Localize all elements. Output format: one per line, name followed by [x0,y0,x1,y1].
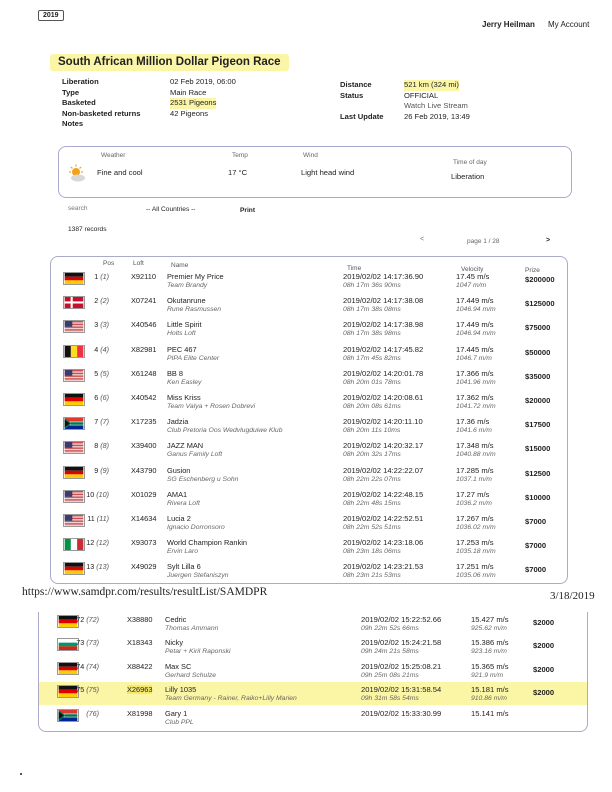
prize: $2000 [533,664,555,674]
position [79,466,109,475]
info-key: Notes [62,119,84,128]
prize: $15000 [525,444,551,454]
team-name: Gerhard Schulze [165,671,217,679]
info-value: 02 Feb 2019, 06:00 [170,77,236,86]
info-value: OFFICIAL [404,90,439,100]
weather-label: Weather [101,152,126,159]
velocity: 17.445 m/s [456,344,494,354]
position [69,685,99,694]
header-pos: Pos [103,260,115,267]
team-name: Juergen Stefaniszyn [167,572,229,580]
team-name: SG Eschenberg u Sohn [167,475,239,483]
velocity: 15.427 m/s [471,615,509,624]
position-number: 13 [86,562,95,572]
loft-id: X40542 [131,393,157,402]
velocity-mpm: 1035.18 m/m [456,548,496,556]
table-row[interactable] [51,559,567,582]
loft-id: X93073 [131,538,157,548]
position-club: (3) [100,320,109,330]
table-row[interactable] [51,487,567,510]
loft-id: X39400 [131,441,157,451]
position-club: (7) [100,417,109,427]
pigeon-name[interactable]: BB 8 [167,368,184,378]
pigeon-name[interactable]: AMA1 [167,489,188,499]
position [79,490,109,499]
info-key: Non-basketed returns [62,108,141,118]
info-row [62,119,302,130]
velocity: 17.348 m/s [456,441,494,451]
user-name[interactable]: Jerry Heilman [482,20,535,29]
pigeon-name[interactable]: Jadzia [167,417,189,427]
arrival-time: 2019/02/02 15:33:30.99 [361,708,442,718]
header-time: Time [347,265,362,272]
velocity-mpm: 1036.2 m/m [456,499,492,507]
table-row[interactable] [51,342,567,365]
scan-speck [20,773,22,775]
arrival-time: 2019/02/02 15:24:21.58 [361,638,442,648]
arrival-time: 2019/02/02 15:22:52.66 [361,615,442,624]
table-row[interactable] [39,682,587,705]
flight-duration: 08h 22m 52s 51ms [343,524,401,531]
position-club: (8) [100,441,109,451]
position-club: (12) [96,538,109,548]
team-name: Holts Loft [167,330,196,338]
pigeon-name[interactable]: Little Spirit [167,320,202,330]
position-number: 74 [76,661,85,671]
arrival-time: 2019/02/02 14:20:08.61 [343,393,424,402]
position-club: (6) [100,393,109,402]
position-club: (11) [96,514,109,523]
loft-id: X49029 [131,562,157,572]
loft-id: X26963 [127,685,153,695]
position-club: (1) [100,272,109,281]
prize: $20000 [525,396,551,405]
race-title: South African Million Dollar Pigeon Race [50,54,289,71]
position-number: 5 [94,368,99,378]
team-name: Team Germany - Rainer, Raiko+Lilly Marien [165,695,297,703]
velocity: 17.45 m/s [456,272,490,281]
info-value: 26 Feb 2019, 13:49 [404,111,470,121]
position-club: (72) [86,615,99,624]
velocity-mpm: 1041.72 m/m [456,403,496,410]
prize: $2000 [533,641,555,651]
position-number: 75 [76,685,85,695]
pigeon-name[interactable]: JAZZ MAN [167,441,204,451]
results-table [50,256,568,584]
prize: $2000 [533,618,555,627]
loft-id: X43790 [131,465,157,475]
team-name: Ervin Laro [167,548,198,556]
pigeon-name[interactable]: Nicky [165,638,184,648]
info-row [62,77,302,88]
position-number: 12 [86,538,95,548]
table-row[interactable] [51,269,567,292]
position-club: (74) [86,661,99,671]
velocity: 17.251 m/s [456,562,494,572]
weather-value: Fine and cool [97,168,143,177]
info-key: Last Update [340,111,384,121]
position-club: (13) [96,562,109,572]
info-row [340,101,580,112]
position [79,393,109,402]
position-club: (4) [100,344,109,354]
flight-duration: 09h 24m 21s 58ms [361,648,419,656]
header-loft: Loft [133,260,144,267]
flight-duration: 08h 17m 36s 90ms [343,282,401,289]
position-club: (2) [100,296,109,306]
position [69,615,99,624]
wind-label: Wind [303,152,318,159]
arrival-time: 2019/02/02 15:25:08.21 [361,661,442,671]
flight-duration: 08h 20m 32s 17ms [343,451,401,459]
pigeon-name[interactable]: Lilly 1035 [165,685,197,695]
loft-id: X14634 [131,514,157,523]
arrival-time: 2019/02/02 14:20:01.78 [343,368,424,378]
velocity: 15.365 m/s [471,661,509,671]
header-prize: Prize [525,267,540,274]
velocity: 17.36 m/s [456,417,490,427]
team-name: Team Valya + Rosen Dobrevi [167,403,256,410]
velocity: 15.181 m/s [471,685,509,695]
print-button[interactable]: Print [240,207,256,214]
team-name: Club PPL [165,718,194,726]
pigeon-name[interactable]: Premier My Price [167,272,224,281]
position-number: 9 [94,465,99,475]
flight-duration: 08h 17m 38s 98ms [343,330,401,338]
pigeon-name[interactable]: PEC 467 [167,344,197,354]
velocity-mpm: 923.16 m/m [471,648,507,656]
team-name: Ignacio Dorronsoro [167,524,225,531]
arrival-time: 2019/02/02 14:17:38.98 [343,320,424,330]
pigeon-name[interactable]: Sylt Lilla 6 [167,562,201,572]
table-row[interactable] [51,414,567,437]
table-row[interactable] [51,317,567,340]
prize: $50000 [525,347,551,357]
info-row [340,112,580,123]
info-row [62,88,302,99]
loft-id: X18343 [127,638,153,648]
next-page-button[interactable]: > [546,237,551,244]
team-name: Petar + Kiril Raponski [165,648,231,656]
flight-duration: 08h 20m 01s 78ms [343,378,401,386]
velocity-mpm: 925.62 m/m [471,625,507,632]
header-velocity: Velocity [461,266,484,273]
velocity: 17.285 m/s [456,465,494,475]
pigeon-name[interactable]: World Champion Rankin [167,538,247,548]
position-club: (76) [86,708,99,718]
country-select[interactable]: -- All Countries -- [146,206,196,213]
position [79,320,109,329]
loft-id: X81998 [127,708,153,718]
sun-cloud-icon [66,163,88,185]
position [69,638,99,647]
table-row[interactable] [51,535,567,558]
position [79,562,109,571]
velocity-mpm: 921.9 m/m [471,671,504,679]
temp-value: 17 °C [228,168,248,177]
loft-id: X92110 [131,272,156,281]
info-row [340,91,580,102]
position [79,538,109,547]
wind-value: Light head wind [301,168,355,177]
prize: $7000 [525,517,547,526]
flight-duration: 08h 22m 22s 07ms [343,475,401,483]
team-name: Rune Rasmussen [167,306,222,314]
team-name: Ganus Family Loft [167,451,223,459]
flight-duration: 08h 23m 18s 06ms [343,548,401,556]
velocity: 15.386 m/s [471,638,509,648]
page-indicator: page 1 / 28 [467,238,500,245]
prize: $7000 [525,565,547,575]
info-key: Basketed [62,98,96,107]
loft-id: X17235 [131,417,157,427]
velocity-mpm: 1046.94 m/m [456,306,496,314]
info-row [340,80,580,91]
table-row[interactable] [39,659,587,682]
info-value: 42 Pigeons [170,108,208,118]
pigeon-name[interactable]: Cedric [165,615,187,624]
velocity: 17.27 m/s [456,489,490,499]
flight-duration: 08h 17m 38s 08ms [343,306,401,314]
velocity-mpm: 1041.6 m/m [456,427,492,435]
loft-id: X82981 [131,344,157,354]
prize: $12500 [525,468,551,478]
arrival-time: 2019/02/02 14:20:32.17 [343,441,424,451]
info-row [62,98,302,109]
pigeon-name[interactable]: Max SC [165,661,192,671]
year-badge[interactable]: 2019 [38,10,64,21]
table-row[interactable] [39,612,587,635]
loft-id: X61248 [131,368,157,378]
position [79,345,109,354]
position-number: 8 [94,441,99,451]
position-number: 3 [94,320,99,330]
flight-duration: 08h 22m 48s 15ms [343,499,401,507]
temp-label: Temp [232,152,248,159]
velocity-mpm: 910.86 m/m [471,695,507,703]
prev-page-button[interactable]: < [420,236,425,243]
pigeon-name[interactable]: Miss Kriss [167,393,201,402]
weather-panel [58,146,572,198]
info-value: 521 km (324 mi) [404,80,459,89]
arrival-time: 2019/02/02 14:22:52.51 [343,514,424,523]
table-row[interactable] [39,706,587,729]
position-number: 7 [94,417,99,427]
velocity: 17.449 m/s [456,320,494,330]
loft-id: X88422 [127,661,153,671]
position-club: (10) [96,489,109,499]
time-of-day-label: Time of day [453,159,487,166]
arrival-time: 2019/02/02 14:20:11.10 [343,417,423,427]
position [79,514,109,523]
arrival-time: 2019/02/02 14:22:48.15 [343,489,424,499]
table-row[interactable] [51,511,567,534]
table-row[interactable] [39,635,587,658]
position-club: (75) [86,685,99,695]
position-number: 1 [94,272,99,281]
footer-url: https://www.samdpr.com/results/resultList/SAMDPR [22,586,268,598]
info-key [340,101,404,112]
team-name: Club Pretoria Oos Wedvlugduiwe Klub [167,427,283,435]
flight-duration: 08h 17m 45s 82ms [343,354,401,362]
position [79,417,109,426]
velocity-mpm: 1037.1 m/m [456,475,492,483]
position-club: (9) [100,465,109,475]
results-table-page2 [38,612,588,732]
my-account-link[interactable]: My Account [548,20,590,29]
flight-duration: 08h 23m 21s 53ms [343,572,401,580]
flight-duration: 09h 25m 08s 21ms [361,671,419,679]
position-number: 4 [94,344,99,354]
arrival-time: 2019/02/02 14:23:18.06 [343,538,424,548]
velocity-mpm: 1040.88 m/m [456,451,496,459]
team-name: Team Brandy [167,282,208,289]
watch-live-stream-link[interactable]: Watch Live Stream [404,101,468,110]
loft-id: X40546 [131,320,157,330]
team-name: Thomas Ammann [165,625,219,632]
team-name: PIPA Elite Center [167,354,220,362]
position [79,441,109,450]
velocity: 17.253 m/s [456,538,494,548]
team-name: Ken Easley [167,378,202,386]
footer-date: 3/18/2019 [550,590,595,602]
info-value: Main Race [170,87,207,97]
position-number: 10 [86,489,95,499]
info-key: Liberation [62,77,99,86]
arrival-time: 2019/02/02 14:17:36.90 [343,272,424,281]
position [69,709,99,718]
table-row[interactable] [51,293,567,316]
arrival-time: 2019/02/02 14:17:38.08 [343,296,424,306]
velocity-mpm: 1041.96 m/m [456,378,496,386]
loft-id: X01029 [131,489,157,499]
velocity-mpm: 1046.94 m/m [456,330,496,338]
search-input[interactable]: search [68,205,88,212]
velocity: 17.362 m/s [456,393,494,402]
position [79,369,109,378]
velocity: 17.366 m/s [456,368,494,378]
flight-duration: 09h 22m 52s 66ms [361,625,419,632]
flight-duration: 09h 31m 58s 54ms [361,695,419,703]
info-key: Type [62,87,80,97]
position-club: (5) [100,368,109,378]
info-row [62,109,302,120]
arrival-time: 2019/02/02 14:22:22.07 [343,465,424,475]
table-row[interactable] [51,438,567,461]
info-key: Status [340,90,364,100]
position-number: 11 [87,514,95,523]
position-number: 2 [94,296,99,306]
table-row[interactable] [51,463,567,486]
pigeon-name[interactable]: Gary 1 [165,708,188,718]
position [79,272,109,281]
prize: $200000 [525,275,555,284]
arrival-time: 2019/02/02 14:23:21.53 [343,562,424,572]
loft-id: X07241 [131,296,157,306]
velocity: 15.141 m/s [471,708,509,718]
race-info-right [340,80,580,122]
loft-id: X38880 [127,615,153,624]
velocity: 17.267 m/s [456,514,494,523]
position-number: 6 [94,393,99,402]
prize: $17500 [525,420,551,430]
flight-duration: 08h 20m 08s 61ms [343,403,401,410]
info-key: Distance [340,80,372,89]
info-value: 2531 Pigeons [170,98,217,107]
race-info-left [62,77,302,130]
velocity: 17.449 m/s [456,296,494,306]
position [69,662,99,671]
arrival-time: 2019/02/02 14:17:45.82 [343,344,424,354]
velocity-mpm: 1036.02 m/m [456,524,496,531]
velocity-mpm: 1035.06 m/m [456,572,496,580]
prize: $125000 [525,299,555,309]
pigeon-name[interactable]: Gusion [167,465,191,475]
pigeon-name[interactable]: Okutanrune [167,296,206,306]
table-row[interactable] [51,366,567,389]
position-number: 73 [76,638,85,648]
prize: $7000 [525,541,547,551]
arrival-time: 2019/02/02 15:31:58.54 [361,685,442,695]
prize: $10000 [525,492,551,502]
prize: $2000 [533,688,555,698]
time-of-day-value: Liberation [451,172,485,181]
pigeon-name[interactable]: Lucia 2 [167,514,191,523]
record-count: 1387 records [68,226,107,233]
position-club: (73) [86,638,99,648]
team-name: Rivera Loft [167,499,200,507]
velocity-mpm: 1046.7 m/m [456,354,492,362]
position [79,296,109,305]
velocity-mpm: 1047 m/m [456,282,487,289]
table-row[interactable] [51,390,567,413]
prize: $35000 [525,371,551,381]
header-name: Name [171,262,189,269]
flight-duration: 08h 20m 11s 10ms [343,427,401,435]
position-number: 72 [76,615,85,624]
prize: $75000 [525,323,551,333]
